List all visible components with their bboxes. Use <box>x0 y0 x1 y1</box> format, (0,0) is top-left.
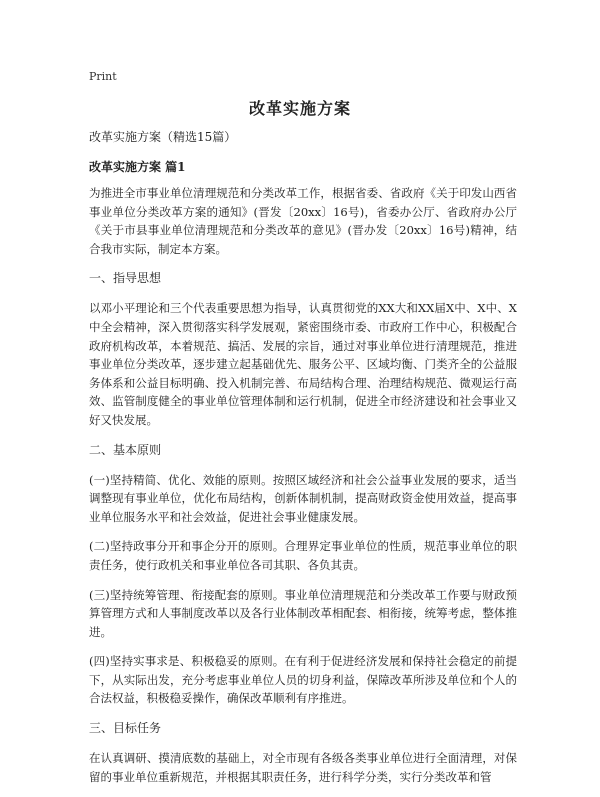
document-body <box>89 128 517 797</box>
paragraph: 在认真调研、摸清底数的基础上，对全市现有各级各类事业单位进行全面清理，对保留的事业单位重新规范，并根据其职责任务，进行科学分类，实行分类改革和管 <box>89 751 517 784</box>
section-heading: 二、基本原则 <box>89 442 162 457</box>
document-subtitle: 改革实施方案（精选15篇） <box>89 130 237 144</box>
section-heading: 一、指导思想 <box>89 271 162 286</box>
print-link[interactable]: Print <box>89 70 117 83</box>
page-title: 改革实施方案 <box>248 99 351 118</box>
paragraph: 以邓小平理论和三个代表重要思想为指导，认真贯彻党的XX大和XX届X中、X中、X中全会精神，深入贯彻落实科学发展观，紧密围绕市委、市政府工作中心，积极配合政府机构改革，本着规范、搞活、发展的宗旨，通过对事业单位进行清理规范，推进事业单位分类改革，逐步建立起基础优先、服务公平、区域均衡、门类齐全的公益服务体系和公益目标明确、投入机制完善、布局结构合理、治理结构规范、微观运行高效、监管制度健全的事业单位管理体制和运行机制，促进全市经济建设和社会事业又好又快发展。 <box>89 301 517 427</box>
document-blocks <box>89 184 517 786</box>
paragraph: 为推进全市事业单位清理规范和分类改革工作，根据省委、省政府《关于印发山西省事业单位分类改革方案的通知》(晋发〔20xx〕16号)，省委办公厅、省政府办公厅《关于市县事业单位清理规范和分类改革的意见》(晋办发〔20xx〕16号)精神，结合我市实际，制定本方案。 <box>89 186 517 256</box>
chapter-title: 改革实施方案 篇1 <box>89 160 186 174</box>
section-heading: 三、目标任务 <box>89 721 162 736</box>
paragraph: (四)坚持实事求是、积极稳妥的原则。在有利于促进经济发展和保持社会稳定的前提下，从实际出发，充分考虑事业单位人员的切身利益，保障改革所涉及单位和个人的合法权益，积极稳妥操作，确保改革顺利有序推进。 <box>89 654 517 706</box>
paragraph: (一)坚持精简、优化、效能的原则。按照区域经济和社会公益事业发展的要求，适当调整现有事业单位，优化布局结构，创新体制机制，提高财政资金使用效益，提高事业单位服务水平和社会效益，促进社会事业健康发展。 <box>89 472 517 524</box>
paragraph: (三)坚持统筹管理、衔接配套的原则。事业单位清理规范和分类改革工作要与财政预算管理方式和人事制度改革以及各行业体制改革相配套、相衔接，统筹考虑，整体推进。 <box>89 587 517 639</box>
paragraph: (二)坚持政事分开和事企分开的原则。合理界定事业单位的性质，规范事业单位的职责任务，使行政机关和事业单位各司其职、各负其责。 <box>89 539 517 572</box>
